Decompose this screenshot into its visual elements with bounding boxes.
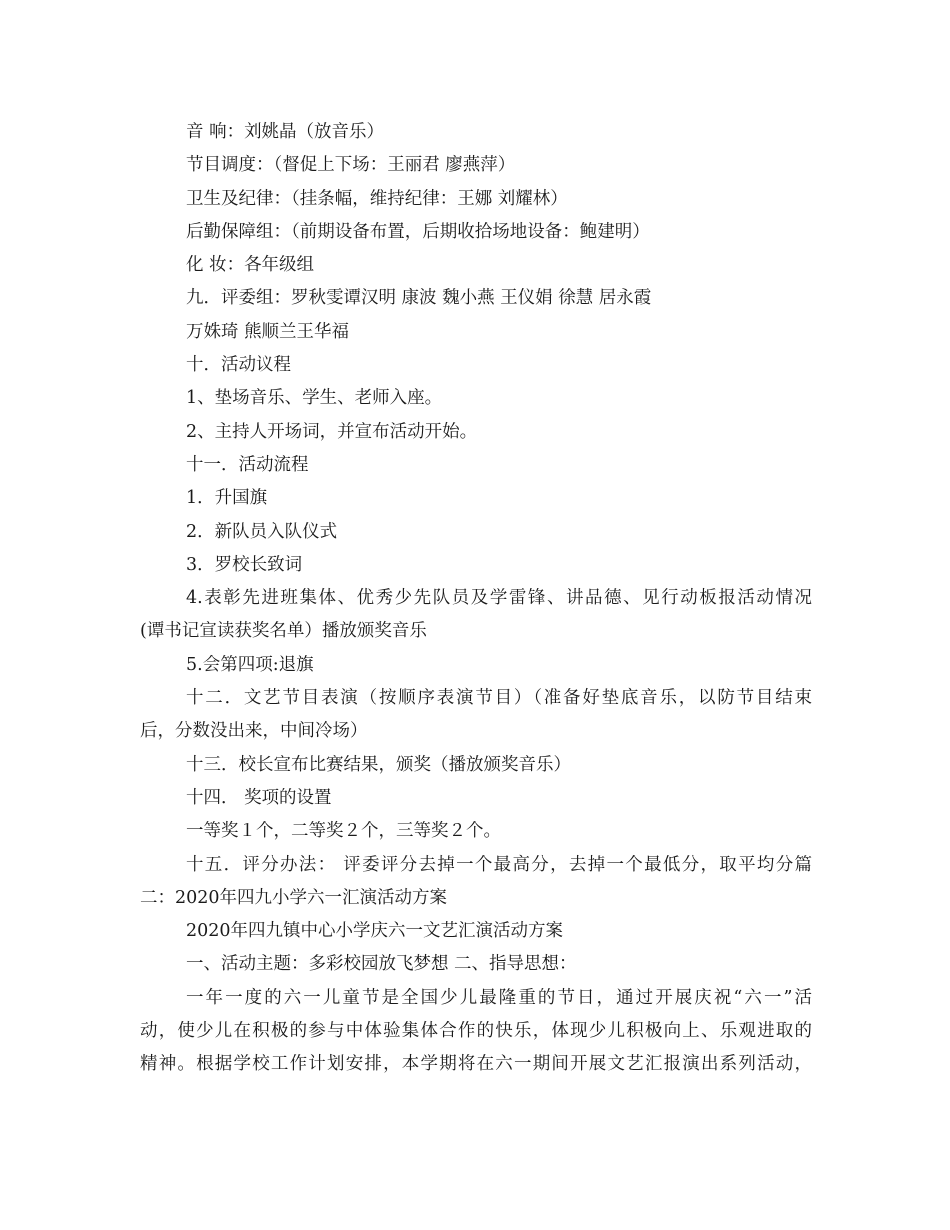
- text-line: 十五．评分办法： 评委评分去掉一个最高分，去掉一个最低分，取平均分篇: [186, 854, 812, 875]
- text-line: 万姝琦 熊顺兰王华福: [186, 321, 350, 342]
- text-line: 1．升国旗: [186, 488, 268, 509]
- text-line: 卫生及纪律：（挂条幅，维持纪律：王娜 刘耀林）: [186, 188, 568, 209]
- text-line: 音 响：刘姚晶（放音乐）: [186, 122, 385, 142]
- text-line: 动，使少儿在积极的参与中体验集体合作的快乐，体现少儿积极向上、乐观进取的: [140, 1021, 812, 1042]
- text-line: 3．罗校长致词: [186, 554, 303, 575]
- document-body: [140, 116, 812, 1082]
- text-line: 一、活动主题：多彩校园放飞梦想 二、指导思想：: [186, 954, 577, 975]
- text-line: 5.会第四项:退旗: [186, 654, 314, 675]
- text-line: 后，分数没出来，中间冷场）: [140, 721, 368, 742]
- text-line: 十．活动议程: [186, 355, 291, 376]
- text-line: 一等奖１个，二等奖２个，三等奖２个。: [186, 821, 501, 842]
- text-line: 2．新队员入队仪式: [186, 521, 338, 542]
- text-line: 后勤保障组：（前期设备布置，后期收拾场地设备：鲍建明）: [186, 221, 650, 242]
- text-line: 节目调度：（督促上下场：王丽君 廖燕萍）: [186, 155, 516, 176]
- text-line: (谭书记宣读获奖名单）播放颁奖音乐: [140, 621, 427, 642]
- text-line: 九．评委组：罗秋雯谭汉明 康波 魏小燕 王仪娟 徐慧 居永霞: [186, 288, 652, 309]
- text-line: 2020年四九镇中心小学庆六一文艺汇演活动方案: [186, 921, 564, 942]
- text-line: 十一．活动流程: [186, 454, 309, 475]
- text-line: 十二．文艺节目表演（按顺序表演节目）（准备好垫底音乐，以防节目结束: [186, 688, 812, 709]
- text-line: 化 妆：各年级组: [186, 255, 315, 276]
- text-line: 二：2020年四九小学六一汇演活动方案: [140, 887, 448, 908]
- text-line: 十三．校长宣布比赛结果，颁奖（播放颁奖音乐）: [186, 754, 571, 775]
- text-line: 4.表彰先进班集体、优秀少先队员及学雷锋、讲品德、见行动板报活动情况: [186, 588, 812, 609]
- text-line: 2、主持人开场词，并宣布活动开始。: [186, 421, 478, 442]
- text-line: 十四． 奖项的设置: [186, 787, 332, 808]
- text-line: 1、垫场音乐、学生、老师入座。: [186, 388, 443, 409]
- text-line: 精神。根据学校工作计划安排，本学期将在六一期间开展文艺汇报演出系列活动，: [140, 1054, 812, 1075]
- text-line: 一年一度的六一儿童节是全国少儿最隆重的节日，通过开展庆祝“六一”活: [186, 987, 812, 1008]
